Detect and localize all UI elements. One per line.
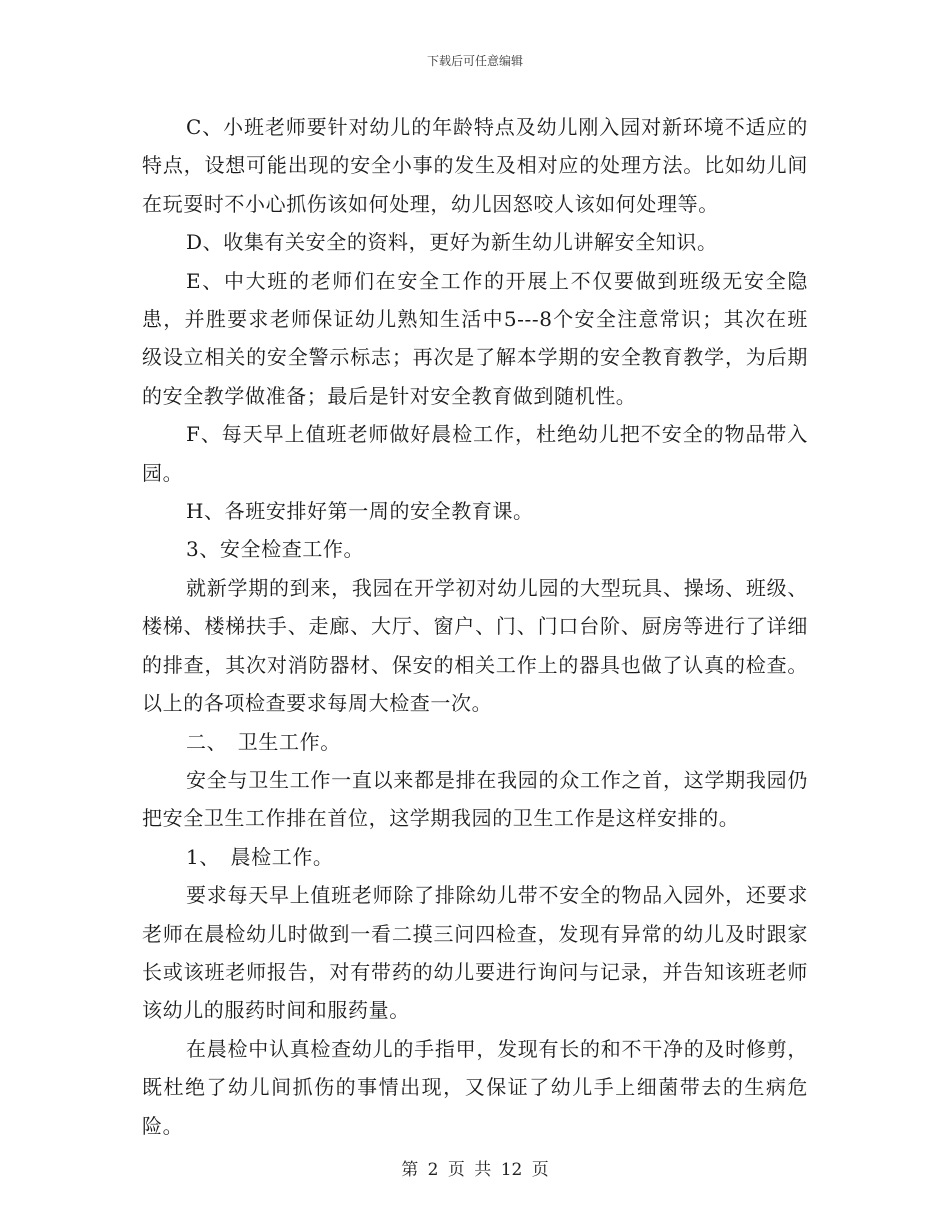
paragraph-morning-check: 要求每天早上值班老师除了排除幼儿带不安全的物品入园外，还要求老师在晨检幼儿时做到一看二摸三问四检查，发现有异常的幼儿及时跟家长或该班老师报告，对有带药的幼儿要进行询问与记录，并告知该班老师该幼儿的服药时间和服药量。 bbox=[142, 883, 808, 1023]
page-footer: 第 2 页 共 12 页 bbox=[401, 1160, 549, 1180]
paragraph-e: E、中大班的老师们在安全工作的开展上不仅要做到班级无安全隐患，并胜要求老师保证幼儿熟知生活中5---8个安全注意常识；其次在班级设立相关的安全警示标志；再次是了解本学期的安全教育教学，为后期的安全教学做准备；最后是针对安全教育做到随机性。 bbox=[142, 268, 808, 408]
paragraph-safety-inspection: 就新学期的到来，我园在开学初对幼儿园的大型玩具、操场、班级、楼梯、楼梯扶手、走廊、大厅、窗户、门、门口台阶、厨房等进行了详细的排查，其次对消防器材、保安的相关工作上的器具也做了认真的检查。以上的各项检查要求每周大检查一次。 bbox=[142, 575, 808, 716]
heading-morning-check: 1、 晨检工作。 bbox=[186, 844, 334, 869]
paragraph-fingernail-check: 在晨检中认真检查幼儿的手指甲，发现有长的和不干净的及时修剪，既杜绝了幼儿间抓伤的事情出现，又保证了幼儿手上细菌带去的生病危险。 bbox=[142, 1036, 808, 1138]
heading-safety-inspection: 3、安全检查工作。 bbox=[186, 537, 365, 562]
paragraph-f: F、每天早上值班老师做好晨检工作，杜绝幼儿把不安全的物品带入园。 bbox=[142, 422, 808, 485]
paragraph-h: H、各班安排好第一周的安全教育课。 bbox=[186, 499, 534, 524]
page-header: 下载后可任意编辑 bbox=[426, 54, 523, 68]
paragraph-d: D、收集有关安全的资料，更好为新生幼儿讲解安全知识。 bbox=[186, 230, 718, 255]
paragraph-c: C、小班老师要针对幼儿的年龄特点及幼儿刚入园对新环境不适应的特点，设想可能出现的安全小事的发生及相对应的处理方法。比如幼儿间在玩耍时不小心抓伤该如何处理，幼儿因怒咬人该如何处理等。 bbox=[142, 115, 808, 216]
paragraph-hygiene-intro: 安全与卫生工作一直以来都是排在我园的众工作之首，这学期我园仍把安全卫生工作排在首位，这学期我园的卫生工作是这样安排的。 bbox=[142, 767, 808, 831]
document-body bbox=[142, 108, 808, 1145]
heading-hygiene-work: 二、 卫生工作。 bbox=[186, 729, 341, 754]
